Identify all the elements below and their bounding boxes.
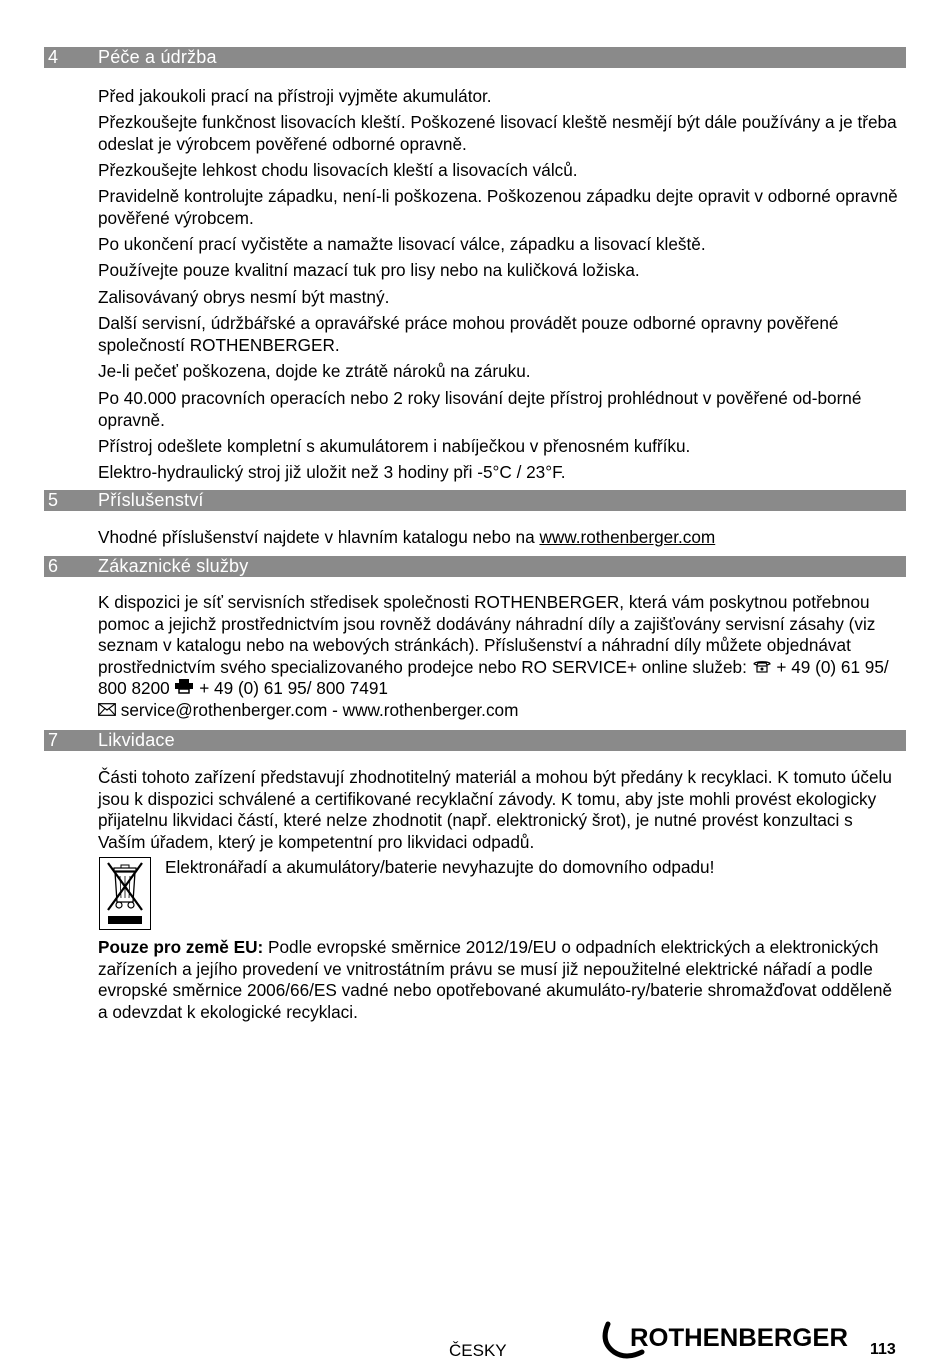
section-number: 6 — [48, 556, 59, 576]
paragraph: Přístroj odešlete kompletní s akumulátorem i nabíječkou v přenosném kufříku. — [98, 436, 691, 456]
accessories-paragraph — [98, 527, 898, 549]
paragraph: Je-li pečeť poškozena, dojde ke ztrátě nároků na záruku. — [98, 361, 531, 381]
page-number: 113 — [870, 1341, 896, 1358]
section-heading-5 — [44, 490, 906, 511]
section-number: 4 — [48, 47, 59, 67]
customer-service-paragraph — [98, 592, 898, 721]
disposal-paragraph: Části tohoto zařízení představují zhodnotitelný materiál a mohou být předány k recyklaci. K tomuto účelu jsou k dispozici schválené a certifikované recyklační závody. K tomu, aby jste mohli provést ekologicky přijatelnu likvidaci částí, které nelze zhodnotit (např. elektronický šrot), je nutné provést konzultaci s Vaším úřadem, který je kompetentní pro likvidaci odpadů. — [98, 767, 892, 852]
paragraph: Přezkoušejte funkčnost lisovacích kleští. Poškozené lisovací kleště nesmějí být dále používány a je třeba odeslat je výrobcem pověřené odborné opravně. — [98, 112, 897, 154]
paragraph: Po ukončení prací vyčistěte a namažte lisovací válce, západku a lisovací kleště. — [98, 234, 706, 254]
email-icon — [98, 703, 116, 716]
website-link[interactable]: www.rothenberger.com — [539, 527, 716, 547]
eu-notice-paragraph — [98, 937, 898, 1023]
section-title: Likvidace — [98, 730, 175, 750]
fax-number: + 49 (0) 61 95/ 800 7491 — [194, 678, 388, 698]
phone-number: + 49 (0) 61 95/ 800 8200 — [98, 656, 889, 698]
section-number: 5 — [48, 490, 59, 510]
section-number: 7 — [48, 730, 59, 750]
weee-notice: Elektronářadí a akumulátory/baterie nevyhazujte do domovního odpadu! — [165, 857, 715, 877]
paragraph: Zalisovávaný obrys nesmí být mastný. — [98, 287, 390, 307]
customer-service-text: K dispozici je síť servisních středisek společnosti ROTHENBERGER, která vám poskytnou potřebnou pomoc a jejichž prostřednictvím jsou rovněž dodávány náhradní díly a zajišťovány servisní zásahy (viz seznam v katalogu nebo na webových stránkách). Příslušenství a náhradní díly můžete objednávat prostřednictvím svého specializovaného prodejce nebo RO SERVICE+ online služeb: — [98, 592, 876, 677]
paragraph: Používejte pouze kvalitní mazací tuk pro lisy nebo na kuličková ložiska. — [98, 260, 640, 280]
paragraph: Pravidelně kontrolujte západku, není-li poškozena. Poškozenou západku dejte opravit v odborné opravně pověřené výrobcem. — [98, 186, 898, 228]
brand-logo-text: ROTHENBERGER — [630, 1324, 848, 1352]
fax-icon — [174, 678, 194, 694]
section-title: Příslušenství — [98, 490, 204, 510]
section-heading-6 — [44, 556, 906, 577]
weee-bin-icon — [99, 857, 151, 930]
paragraph: Po 40.000 pracovních operacích nebo 2 roky lisování dejte přístroj prohlédnout v pověřené od-borné opravně. — [98, 388, 862, 430]
eu-notice-text: Podle evropské směrnice 2012/19/EU o odpadních elektrických a elektronických zařízeních a jejího provedení ve vnitrostátním právu se musí již nepoužitelné elektrické nářadí a podle evropské směrnice 2006/66/ES vadné nebo opotřebované akumuláto-ry/baterie shromažďovat odděleně a odevzdat k ekologické recyklaci. — [98, 937, 893, 1022]
paragraph: Před jakoukoli prací na přístroji vyjměte akumulátor. — [98, 86, 492, 106]
section-heading-4 — [44, 47, 906, 68]
eu-notice-label: Pouze pro země EU: — [98, 937, 264, 957]
paragraph: Další servisní, údržbářské a opravářské práce mohou provádět pouze odborné opravny pověřené společností ROTHENBERGER. — [98, 313, 839, 355]
section-title: Péče a údržba — [98, 47, 217, 67]
section-title: Zákaznické služby — [98, 556, 249, 576]
paragraph: Přezkoušejte lehkost chodu lisovacích kleští a lisovacích válců. — [98, 160, 578, 180]
accessories-text: Vhodné příslušenství najdete v hlavním katalogu nebo na — [98, 527, 540, 547]
brand-logo — [600, 1320, 852, 1360]
section-heading-7 — [44, 730, 906, 751]
phone-icon — [752, 659, 772, 673]
footer-language: ČESKY — [449, 1341, 507, 1360]
paragraph: Elektro-hydraulický stroj již uložit než 3 hodiny při -5°C / 23°F. — [98, 462, 566, 482]
contact-email-web: service@rothenberger.com - www.rothenberger.com — [116, 699, 519, 720]
